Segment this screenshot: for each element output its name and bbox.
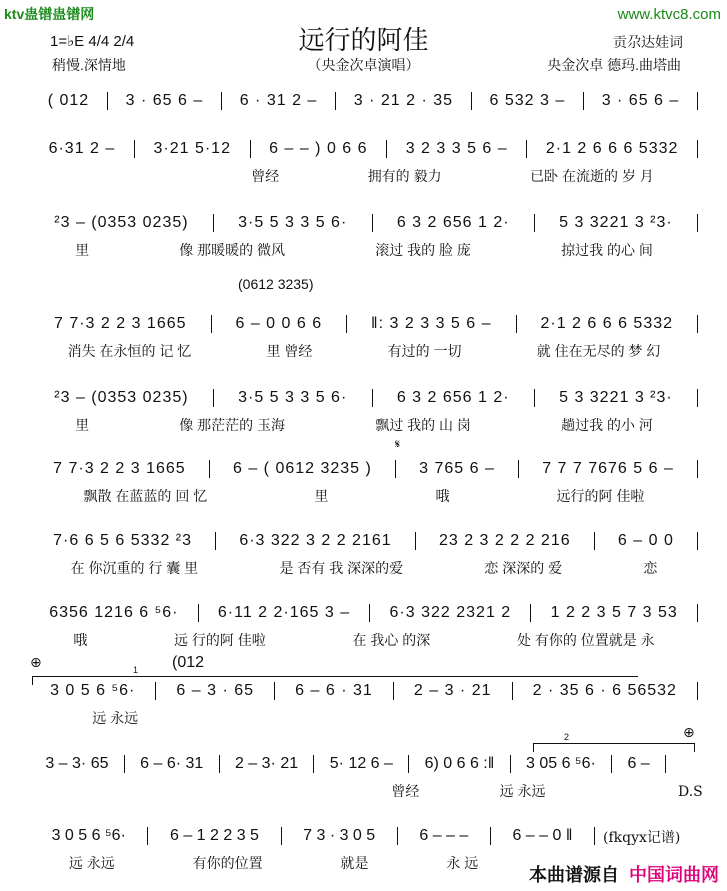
score-system <box>30 387 698 435</box>
lyric: 远行的阿 佳啦 <box>556 488 645 504</box>
notes-row <box>30 313 698 335</box>
lyric: 处 有你的 位置就是 永 <box>516 632 655 648</box>
source-site[interactable]: 中国词曲网 <box>629 865 719 885</box>
measure: 3 · 65 6 – <box>584 92 698 110</box>
measure: 6 – 3 · 65 <box>156 682 275 700</box>
measure: 7 3 · 3 0 5 <box>282 827 398 845</box>
lyric: 掠过我 的心 间 <box>561 242 653 258</box>
lyric: 消失 在永恒的 记 忆 <box>67 343 192 359</box>
lyric <box>586 781 666 801</box>
lyric: 趟过我 的小 河 <box>561 417 653 433</box>
coda-icon: ⊕ <box>30 654 42 670</box>
measure: 3 · 21 2 · 35 <box>336 92 472 110</box>
measure: 6356 1216 6 ⁵6· <box>30 604 199 622</box>
lyric: 就是 <box>340 855 369 871</box>
lyric: 飘过 我的 山 岗 <box>375 417 471 433</box>
lyric <box>191 781 271 801</box>
volta-2-label: 2 <box>564 732 570 742</box>
lyric: 里 <box>314 488 329 504</box>
measure: 23 2 3 2 2 2 216 <box>416 532 595 550</box>
measure: 5· 12 6 – <box>314 755 409 773</box>
lyrics-row <box>30 708 698 728</box>
lyric: 像 那暖暖的 微风 <box>179 242 286 258</box>
lyricist: 贡尕达娃词 <box>613 34 683 50</box>
notes-row <box>30 138 698 160</box>
lyric: 哦 <box>435 488 450 504</box>
measure: 2 · 35 6 · 6 56532 <box>513 682 698 700</box>
lyric: 曾经 <box>391 783 420 799</box>
measure: 7 7·3 2 2 3 1665 <box>30 460 210 478</box>
score-system <box>30 530 698 578</box>
site-url[interactable]: www.ktvc8.com <box>617 6 721 23</box>
lyric: 远 永远 <box>92 710 139 726</box>
song-title: 远行的阿佳 <box>298 25 429 55</box>
lyric <box>325 708 449 728</box>
lyrics-row <box>30 166 698 186</box>
lyrics-row <box>30 415 698 435</box>
lyric: 有过的 一切 <box>387 343 462 359</box>
score-system <box>30 680 698 728</box>
lyric: 里 曾经 <box>266 343 313 359</box>
score-system <box>30 458 698 506</box>
measure: 6 3 2 656 1 2· <box>373 389 535 407</box>
lyric: 是 否有 我 深深的爱 <box>279 560 404 576</box>
lyric <box>110 781 190 801</box>
notes-row <box>30 387 698 409</box>
performer: （央金次卓演唱） <box>307 57 420 73</box>
measure: 6 · 31 2 – <box>222 92 336 110</box>
measure: 5 3 3221 3 ²3· <box>535 214 698 232</box>
measure: 3 – 3· 65 <box>30 755 125 773</box>
measure: 6 – – – <box>398 827 491 845</box>
measure: 6 – – 0 ‖ <box>491 827 595 845</box>
measure: 6 – 6· 31 <box>125 755 220 773</box>
measure: 6 – 6 · 31 <box>275 682 394 700</box>
notes-row <box>30 458 698 480</box>
lyric <box>118 166 206 186</box>
measure: 2 – 3· 21 <box>220 755 315 773</box>
pickup-notes: (012 <box>172 654 205 671</box>
lyrics-row <box>30 240 698 260</box>
lyric: 在 我心 的深 <box>352 632 431 648</box>
lyric <box>30 166 118 186</box>
score-system <box>30 212 698 260</box>
measure: 6 – – ) 0 6 6 <box>251 140 388 158</box>
score-system <box>30 313 698 361</box>
measure: 2·1 2 6 6 6 5332 <box>527 140 698 158</box>
measure: 7·6 6 5 6 5332 ²3 <box>30 532 216 550</box>
measure: 6 – ( 0612 3235 ) <box>210 460 396 478</box>
lyric <box>574 708 698 728</box>
lyric: 里 <box>75 242 90 258</box>
notes-row <box>30 753 666 775</box>
measure: ²3 – (0353 0235) <box>30 389 214 407</box>
lyric <box>200 708 324 728</box>
lyrics-row <box>30 558 698 578</box>
lyric <box>271 781 351 801</box>
score-system <box>30 138 698 186</box>
measure: 3 0 5 6 ⁵6· <box>30 827 148 845</box>
key-signature: 1=♭E 4/4 2/4 <box>50 33 135 50</box>
volta-2-bracket <box>533 732 695 752</box>
measure: ‖: 3 2 3 3 5 6 – <box>347 315 516 333</box>
source-label: 本曲谱源自 <box>529 865 619 885</box>
lyric: 远 永远 <box>499 783 546 799</box>
notes-row <box>30 530 698 552</box>
transcriber: (fkqyx记谱) <box>603 830 681 846</box>
lyric: 就 住在无尽的 梦 幻 <box>536 343 661 359</box>
measure: 5 3 3221 3 ²3· <box>535 389 698 407</box>
measure: 6 – 0 0 <box>595 532 698 550</box>
notes-row <box>30 90 698 112</box>
score-system <box>30 602 698 650</box>
lyric <box>449 708 573 728</box>
measure: 3·5 5 3 3 5 6· <box>214 214 373 232</box>
score-system <box>30 753 666 801</box>
measure: 2 – 3 · 21 <box>394 682 513 700</box>
measure: 7 7·3 2 2 3 1665 <box>30 315 212 333</box>
measure: 6 – 1 2 2 3 5 <box>148 827 281 845</box>
lyric: 拥有的 毅力 <box>367 168 442 184</box>
lyric: 飘散 在蓝蓝的 回 忆 <box>83 488 208 504</box>
measure: 6 – 0 0 6 6 <box>212 315 348 333</box>
measure: 6·3 322 3 2 2 2161 <box>216 532 416 550</box>
lyric <box>30 781 110 801</box>
measure: 3 765 6 – <box>396 460 519 478</box>
source-footer <box>529 861 719 887</box>
lyric: 恋 <box>643 560 658 576</box>
composer: 央金次卓 德玛.曲塔曲 <box>547 57 681 73</box>
notes-row <box>30 825 595 847</box>
measure: 6·31 2 – <box>30 140 135 158</box>
lyrics-row <box>30 341 698 361</box>
lyric: 哦 <box>73 632 88 648</box>
measure: 6 532 3 – <box>472 92 584 110</box>
measure: 6) 0 6 6 :‖ <box>409 755 510 773</box>
lyric: 永 远 <box>446 855 479 871</box>
measure: 3 05 6 ⁵6· <box>511 755 612 773</box>
measure: 3 0 5 6 ⁵6· <box>30 682 156 700</box>
volta-1-label: 1 <box>133 665 139 675</box>
notes-row <box>30 212 698 234</box>
lyric: 有你的位置 <box>192 855 263 871</box>
measure: 2·1 2 6 6 6 5332 <box>517 315 699 333</box>
measure: 3·5 5 3 3 5 6· <box>214 389 373 407</box>
measure: 6·11 2 2·165 3 – <box>199 604 371 622</box>
lyric: 里 <box>75 417 90 433</box>
notes-row <box>30 602 698 624</box>
lyric: 远 永远 <box>68 855 115 871</box>
score-system <box>30 90 698 118</box>
interlude-notes: (0612 3235) <box>238 276 314 292</box>
measure: 6 3 2 656 1 2· <box>373 214 535 232</box>
lyric: 恋 深深的 爱 <box>484 560 563 576</box>
measure: ²3 – (0353 0235) <box>30 214 214 232</box>
lyric: 远 行的阿 佳啦 <box>174 632 266 648</box>
coda-icon-2: ⊕ <box>683 724 695 740</box>
measure: 3 · 65 6 – <box>108 92 222 110</box>
measure: 3 2 3 3 5 6 – <box>387 140 527 158</box>
dal-segno: D.S <box>678 784 703 800</box>
lyric: 已卧 在流逝的 岁 月 <box>530 168 654 184</box>
lyric: 曾经 <box>251 168 280 184</box>
lyric: 滚过 我的 脸 庞 <box>375 242 471 258</box>
lyrics-row <box>30 853 595 873</box>
lyrics-row <box>30 781 666 801</box>
lyric: 在 你沉重的 行 囊 里 <box>70 560 199 576</box>
lyric: 像 那茫茫的 玉海 <box>179 417 286 433</box>
lyrics-row <box>30 486 698 506</box>
measure: 1 2 2 3 5 7 3 53 <box>531 604 698 622</box>
tempo-marking: 稍慢.深情地 <box>52 57 126 73</box>
lyrics-row <box>30 630 698 650</box>
measure: 6·3 322 2321 2 <box>370 604 531 622</box>
measure: 6 – <box>612 755 666 773</box>
measure: 3·21 5·12 <box>135 140 251 158</box>
measure: ( 012 <box>30 92 108 110</box>
measure: 7 7 7 7676 5 6 – <box>519 460 698 478</box>
score-system <box>30 825 595 873</box>
volta-1-bracket <box>32 665 638 685</box>
segno-icon: 𝄋 <box>395 437 401 451</box>
site-logo-left[interactable]: ktv蛊镨蛊镨网 <box>4 6 95 22</box>
